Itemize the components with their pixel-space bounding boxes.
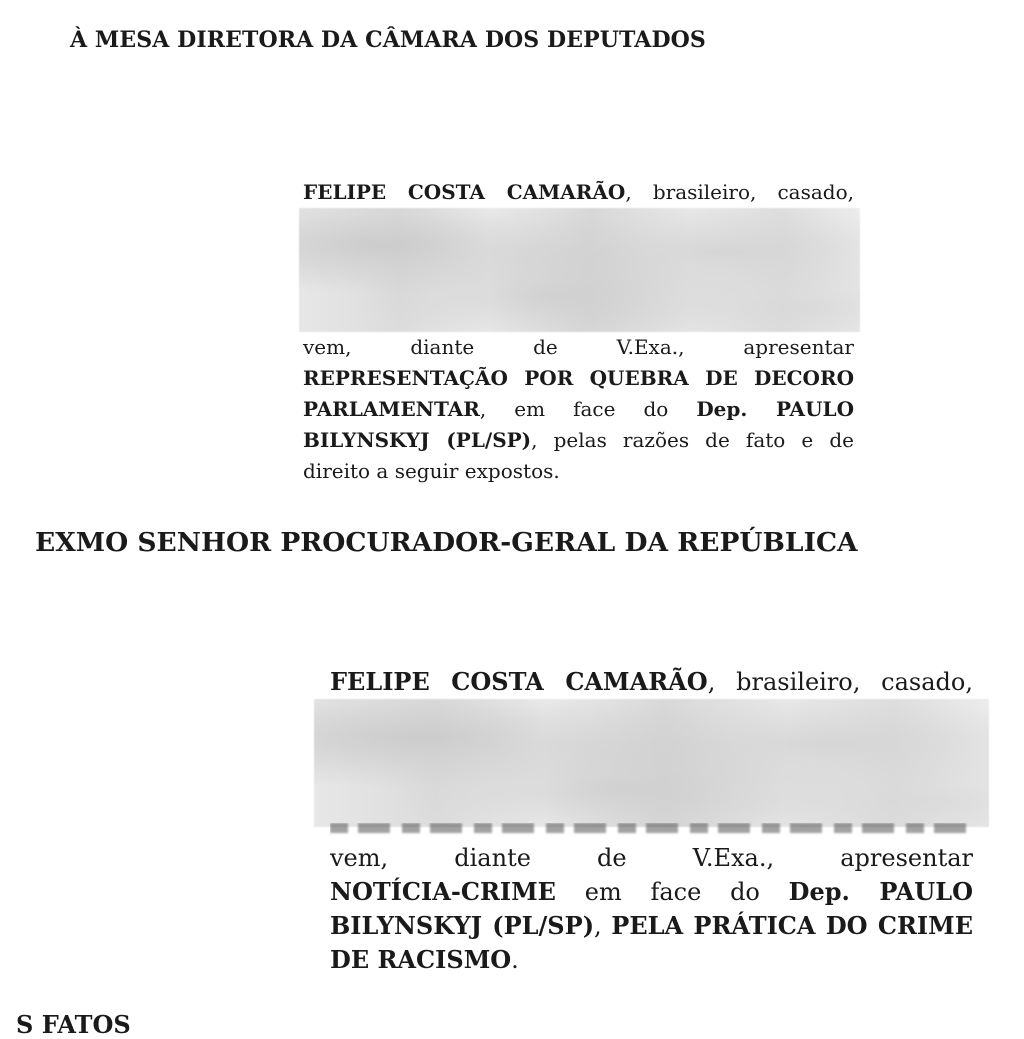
deputy-name: BILYNSKYJ (PL/SP) [303, 428, 532, 452]
paragraph-line [330, 909, 973, 943]
line-text: , brasileiro, casado, [625, 180, 854, 204]
line-text: , brasileiro, casado, [707, 668, 973, 696]
line-bold-text: PARLAMENTAR [303, 397, 480, 421]
line-bold-text: PELA PRÁTICA DO CRIME [611, 911, 973, 940]
paragraph-line [330, 875, 973, 909]
section-heading-fragment: S FATOS [16, 1010, 131, 1039]
heading-camara: À MESA DIRETORA DA CÂMARA DOS DEPUTADOS [70, 27, 706, 53]
redacted-area [314, 699, 989, 827]
paragraph-line: vem, diante de V.Exa., apresentar [330, 844, 973, 872]
line-text: em face do [555, 878, 789, 906]
paragraph-line [330, 665, 973, 699]
line-text: , em face do [479, 397, 697, 421]
deputy-name: Dep. PAULO [696, 397, 854, 421]
line-bold-text: NOTÍCIA-CRIME [330, 877, 556, 906]
redacted-line-fragment [330, 823, 973, 841]
line-bold-text: REPRESENTAÇÃO POR QUEBRA DE DECORO [303, 366, 854, 390]
line-text: , pelas razões de fato e de [531, 428, 854, 452]
complainant-name: FELIPE COSTA CAMARÃO [303, 180, 626, 204]
paragraph-line [303, 394, 854, 425]
paragraph-line: vem, diante de V.Exa., apresentar [303, 335, 854, 359]
line-text: . [511, 946, 519, 974]
paragraph-line [330, 943, 973, 977]
complainant-name: FELIPE COSTA CAMARÃO [330, 667, 708, 696]
paragraph-line [303, 177, 854, 208]
paragraph-line: direito a seguir expostos. [303, 459, 560, 483]
deputy-name: BILYNSKYJ (PL/SP) [330, 911, 595, 940]
deputy-name: Dep. PAULO [788, 877, 973, 906]
paragraph-line [303, 363, 854, 394]
line-bold-text: DE RACISMO [330, 945, 512, 974]
notice-paragraph [330, 665, 973, 977]
line-text: , [594, 912, 612, 940]
redacted-area [299, 208, 860, 332]
paragraph-line [303, 425, 854, 456]
heading-pgr: EXMO SENHOR PROCURADOR-GERAL DA REPÚBLICA [35, 527, 858, 558]
representation-paragraph [303, 177, 854, 487]
